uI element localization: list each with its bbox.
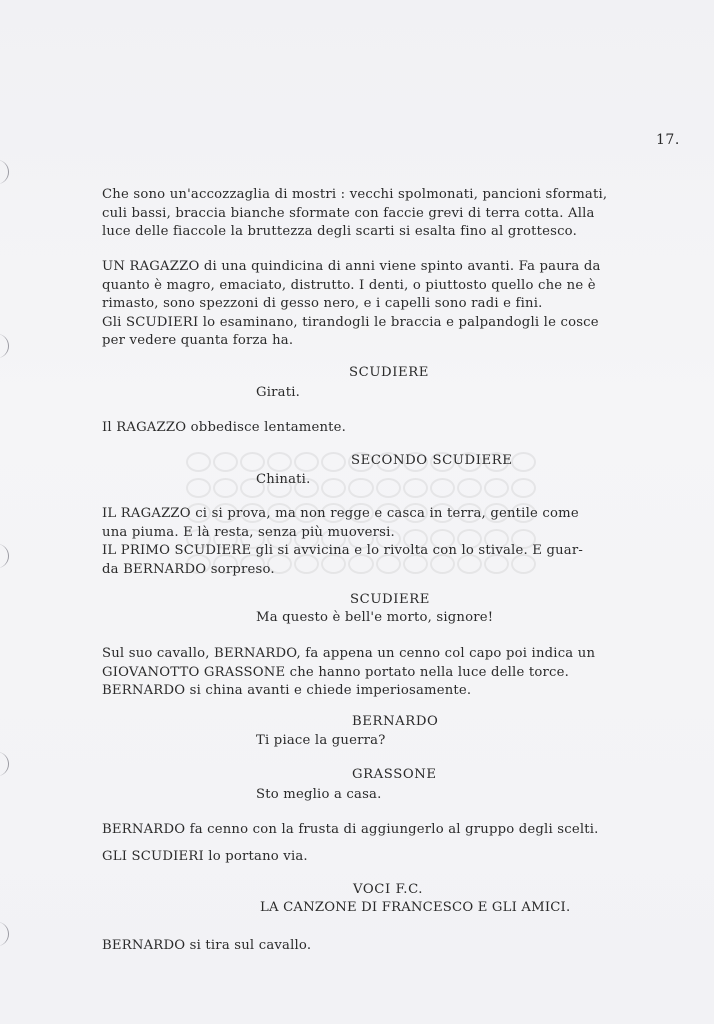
action-paragraph: Il RAGAZZO obbedisce lentamente. xyxy=(102,420,347,435)
dialogue-line: Girati. xyxy=(256,385,301,400)
character-name: GRASSONE xyxy=(352,767,437,782)
dialogue-line: Chinati. xyxy=(256,472,311,487)
dialogue-line: Sto meglio a casa. xyxy=(256,787,382,802)
character-name: SCUDIERE xyxy=(350,592,431,607)
dialogue-line: Ma questo è bell'e morto, signore! xyxy=(256,610,494,625)
character-name: BERNARDO xyxy=(352,714,439,729)
action-paragraph: BERNARDO fa cenno con la frusta di aggiungerlo al gruppo degli scelti. xyxy=(102,822,599,837)
action-paragraph: UN RAGAZZO di una quindicina di anni viene spinto avanti. Fa paura da quanto è magro, emaciato, distrutto. I denti, o piuttosto quello che ne è rimasto, sono spezzoni di gesso nero, e i capelli sono radi e fini. Gli SCUDIERI lo esaminano, tirandogli le braccia e palpandogli le cosce per vedere quanta forza ha. xyxy=(102,259,601,348)
action-paragraph: Sul suo cavallo, BERNARDO, fa appena un cenno col capo poi indica un GIOVANOTTO GRASSONE che hanno portato nella luce delle torce. BERNARDO si china avanti e chiede imperiosamente. xyxy=(102,646,596,698)
character-name: SECONDO SCUDIERE xyxy=(351,453,513,468)
action-paragraph: IL RAGAZZO ci si prova, ma non regge e casca in terra, gentile come una piuma. E là resta, senza più muoversi. IL PRIMO SCUDIERE gli si avvicina e lo rivolta con lo stivale. E guar- da BERNARDO sorpreso. xyxy=(102,506,584,577)
action-paragraph: GLI SCUDIERI lo portano via. xyxy=(102,849,308,864)
binder-hole xyxy=(0,334,9,358)
binder-hole xyxy=(0,544,9,568)
character-name: SCUDIERE xyxy=(349,365,430,380)
action-paragraph: Che sono un'accozzaglia di mostri : vecchi spolmonati, pancioni sformati, culi bassi, braccia bianche sformate con faccie grevi di terra cotta. Alla luce delle fiaccole la bruttezza degli scarti si esalta fino al grottesco. xyxy=(102,187,608,239)
character-name: VOCI F.C. xyxy=(353,882,424,897)
binder-hole xyxy=(0,752,9,776)
dialogue-line: Ti piace la guerra? xyxy=(256,733,386,748)
action-paragraph: BERNARDO si tira sul cavallo. xyxy=(102,938,312,953)
binder-hole xyxy=(0,160,9,184)
dialogue-line: LA CANZONE DI FRANCESCO E GLI AMICI. xyxy=(260,900,571,915)
binder-hole xyxy=(0,922,9,946)
page-number: 17. xyxy=(656,132,680,148)
